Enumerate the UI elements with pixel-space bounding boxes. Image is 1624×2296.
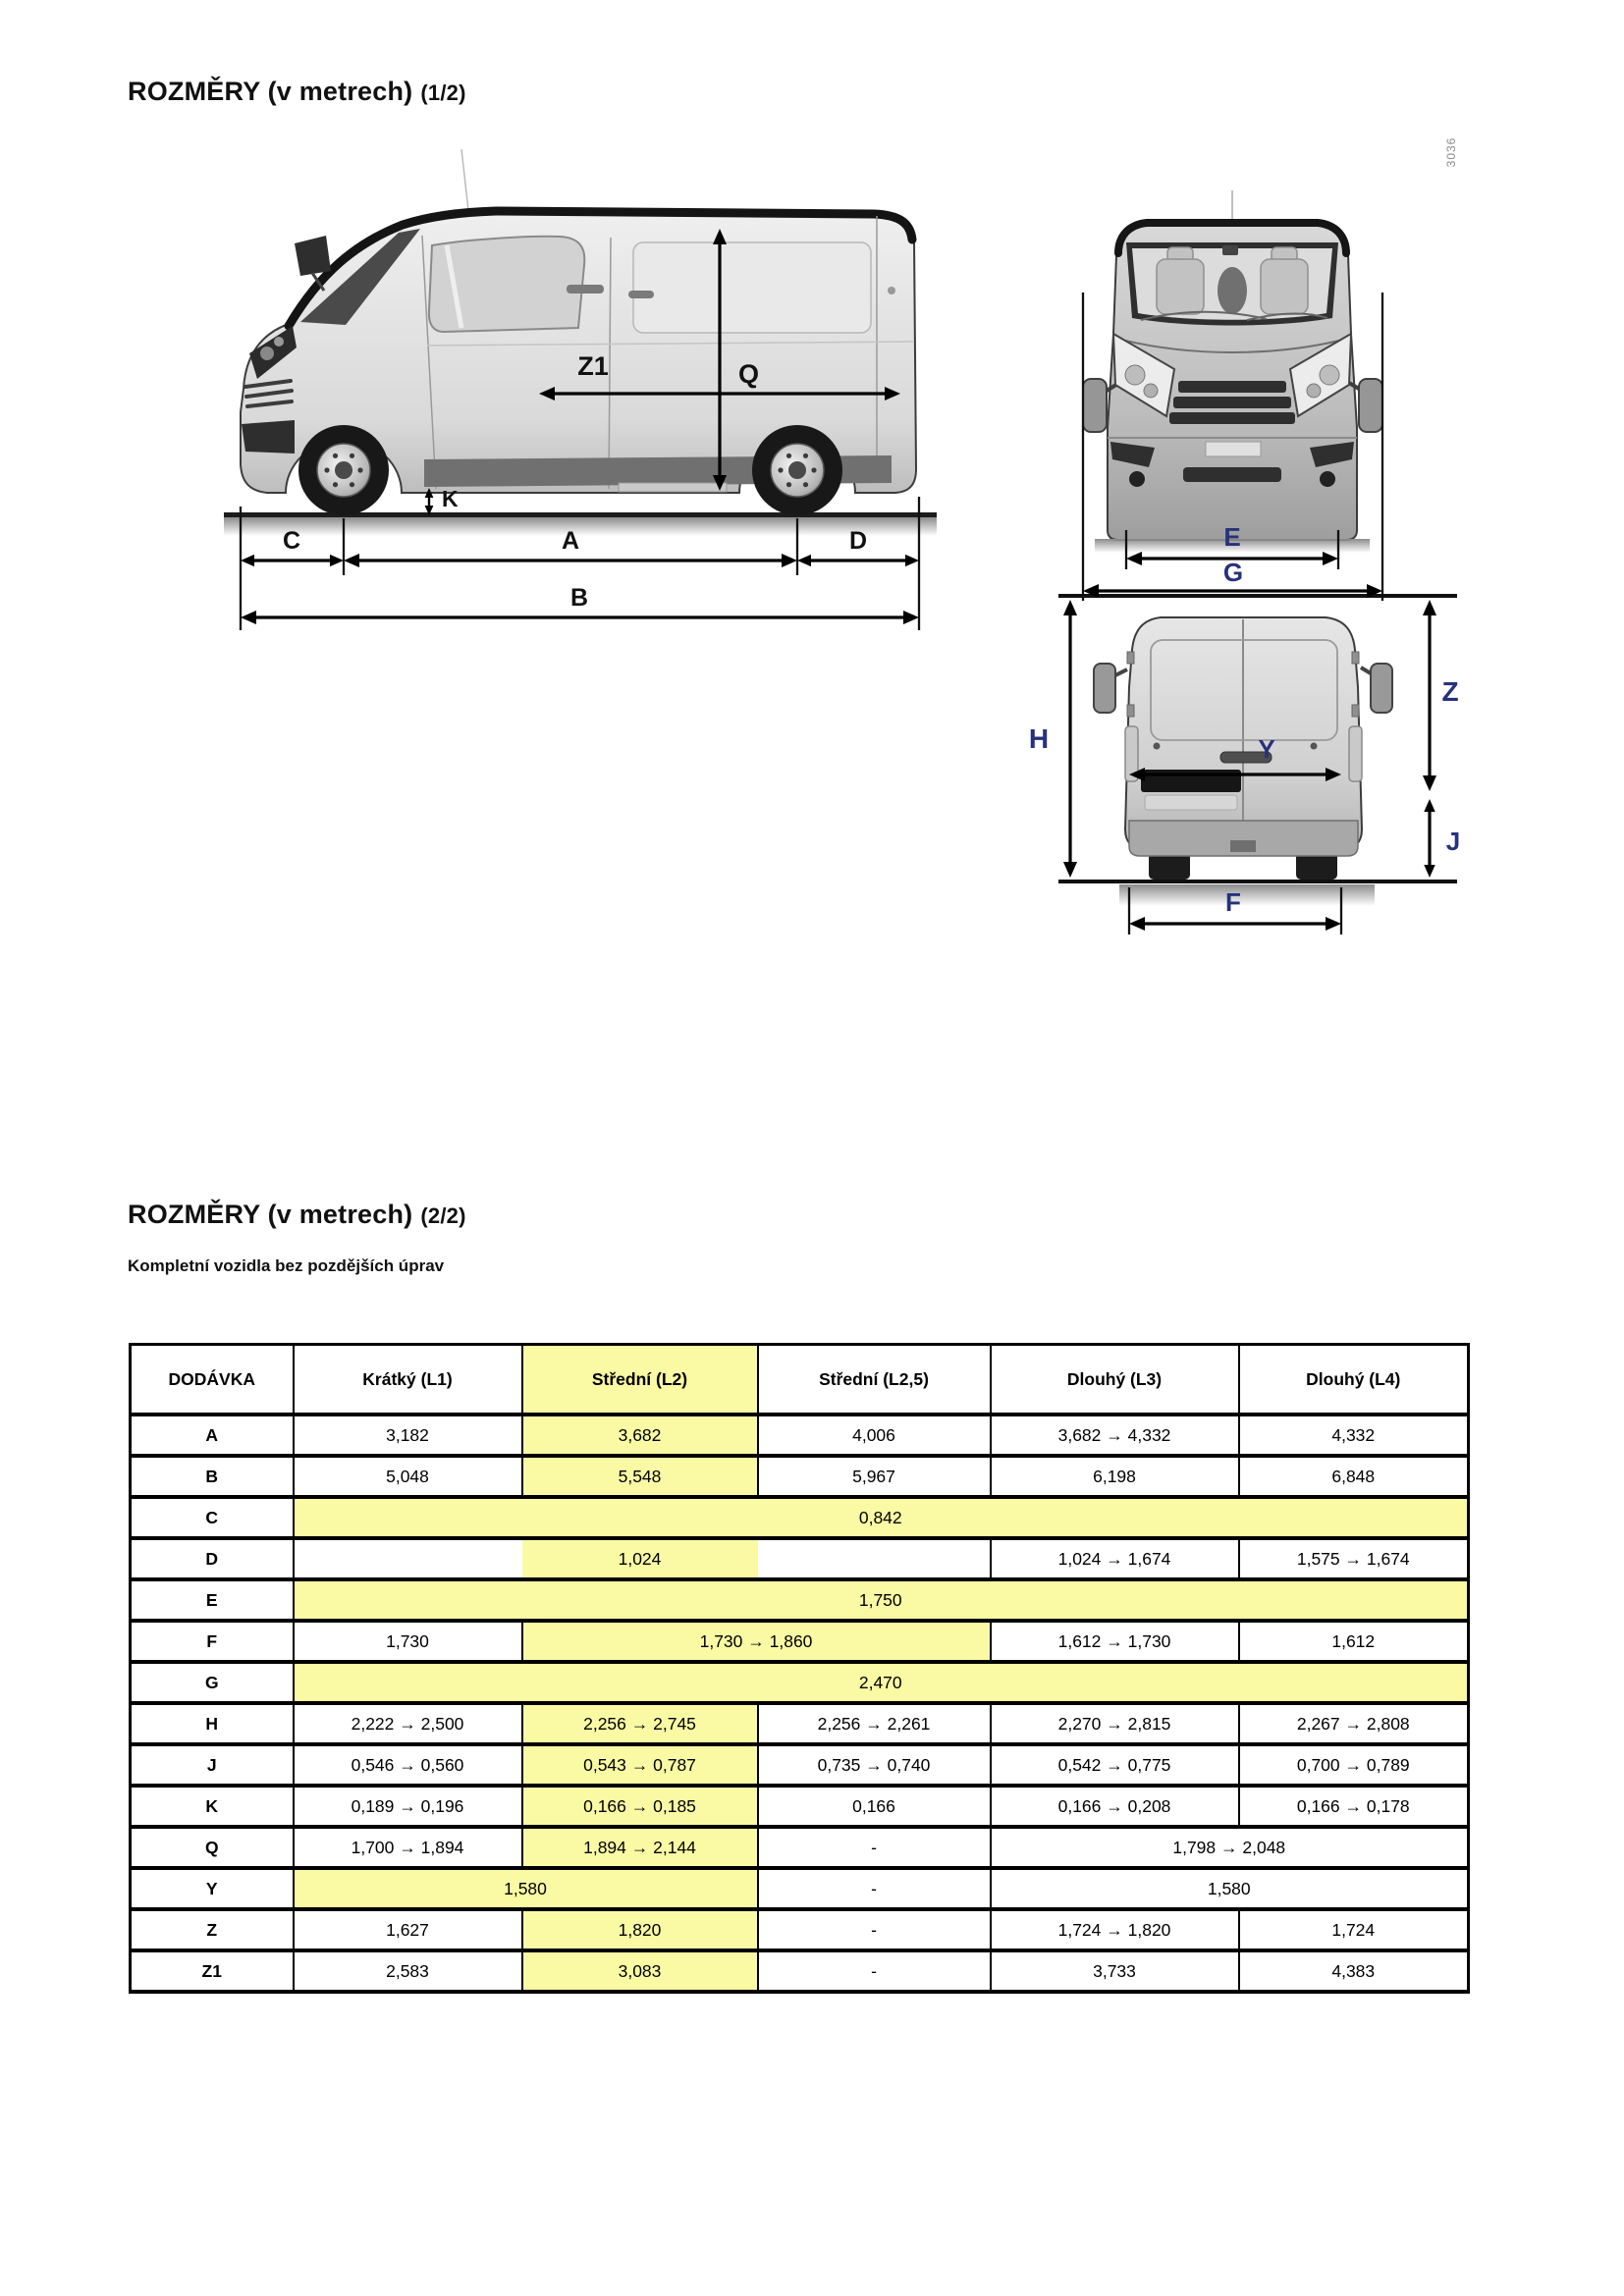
left-mirror bbox=[1083, 379, 1107, 432]
row-label: A bbox=[131, 1415, 294, 1456]
col-header-l2: Střední (L2) bbox=[522, 1345, 758, 1415]
row-label: H bbox=[131, 1703, 294, 1744]
dimensions-table bbox=[129, 1343, 1470, 1994]
rear-left-mirror-stalk bbox=[1115, 669, 1127, 675]
table-cell: 3,083 bbox=[522, 1950, 758, 1992]
label-Y: Y bbox=[1258, 734, 1275, 764]
table-cell: - bbox=[758, 1909, 991, 1950]
page-title-2 bbox=[128, 1200, 466, 1230]
table-cell: 0,542 → 0,775 bbox=[991, 1744, 1239, 1786]
table-cell: 1,024 bbox=[522, 1538, 758, 1579]
table-cell: 2,256 → 2,745 bbox=[522, 1703, 758, 1744]
lower-intake bbox=[1183, 467, 1281, 482]
table-cell: 0,189 → 0,196 bbox=[294, 1786, 522, 1827]
fog-light-left bbox=[1129, 471, 1145, 487]
side-step bbox=[619, 483, 727, 492]
label-H: H bbox=[1028, 723, 1050, 754]
table-cell-merged: 1,580 bbox=[991, 1868, 1469, 1909]
col-header-dodavka: DODÁVKA bbox=[131, 1345, 294, 1415]
table-row bbox=[131, 1456, 1469, 1497]
door-handle bbox=[567, 285, 604, 294]
rear-wheel bbox=[752, 425, 842, 515]
dimensions-table-wrapper bbox=[129, 1343, 1470, 1994]
front-wheel bbox=[298, 425, 389, 515]
table-cell: 4,006 bbox=[758, 1415, 991, 1456]
table-cell: 0,546 → 0,560 bbox=[294, 1744, 522, 1786]
rear-right-mirror bbox=[1371, 664, 1392, 713]
table-cell: 1,894 → 2,144 bbox=[522, 1827, 758, 1868]
dimension-diagrams bbox=[0, 0, 1624, 991]
table-cell: 0,166 → 0,208 bbox=[991, 1786, 1239, 1827]
table-row bbox=[131, 1579, 1469, 1621]
label-J: J bbox=[1445, 827, 1461, 856]
table-cell: - bbox=[758, 1827, 991, 1868]
label-Z: Z bbox=[1441, 676, 1459, 707]
table-cell-merged: 0,842 bbox=[294, 1497, 1469, 1538]
table-cell: 4,332 bbox=[1239, 1415, 1469, 1456]
rear-right-mirror-stalk bbox=[1361, 667, 1371, 673]
row-label: K bbox=[131, 1786, 294, 1827]
label-E: E bbox=[1223, 522, 1241, 552]
row-label: C bbox=[131, 1497, 294, 1538]
license-plate-rear bbox=[1145, 795, 1237, 810]
ground-shadow bbox=[224, 517, 937, 536]
row-label: J bbox=[131, 1744, 294, 1786]
row-label: D bbox=[131, 1538, 294, 1579]
row-label: Q bbox=[131, 1827, 294, 1868]
table-row bbox=[131, 1538, 1469, 1579]
driver-silhouette bbox=[1218, 267, 1247, 314]
table-header-row bbox=[131, 1345, 1469, 1415]
table-row bbox=[131, 1786, 1469, 1827]
table-cell bbox=[758, 1538, 991, 1579]
page-title-1-text: ROZMĚRY (v metrech) bbox=[128, 77, 413, 106]
table-cell: 1,612 bbox=[1239, 1621, 1469, 1662]
table-cell: 1,700 → 1,894 bbox=[294, 1827, 522, 1868]
table-row bbox=[131, 1744, 1469, 1786]
table-cell: 1,024 → 1,674 bbox=[991, 1538, 1239, 1579]
table-row bbox=[131, 1703, 1469, 1744]
table-cell bbox=[294, 1538, 522, 1579]
table-cell: 2,583 bbox=[294, 1950, 522, 1992]
table-cell: 2,267 → 2,808 bbox=[1239, 1703, 1469, 1744]
col-header-l3: Dlouhý (L3) bbox=[991, 1345, 1239, 1415]
row-label: Z1 bbox=[131, 1950, 294, 1992]
table-cell-merged: 1,730 → 1,860 bbox=[522, 1621, 991, 1662]
label-F: F bbox=[1225, 887, 1241, 917]
col-header-l1: Krátký (L1) bbox=[294, 1345, 522, 1415]
table-cell: 1,724 bbox=[1239, 1909, 1469, 1950]
table-cell: 1,612 → 1,730 bbox=[991, 1621, 1239, 1662]
table-cell: 1,730 bbox=[294, 1621, 522, 1662]
table-cell: 5,967 bbox=[758, 1456, 991, 1497]
page-title-2-text: ROZMĚRY (v metrech) bbox=[128, 1200, 413, 1229]
table-row bbox=[131, 1909, 1469, 1950]
table-cell-merged: 2,470 bbox=[294, 1662, 1469, 1703]
col-header-l4: Dlouhý (L4) bbox=[1239, 1345, 1469, 1415]
table-cell-merged: 1,798 → 2,048 bbox=[991, 1827, 1469, 1868]
label-B: B bbox=[569, 584, 589, 612]
fuel-cap bbox=[888, 287, 895, 294]
figure-reference-number: 3036 bbox=[1444, 136, 1458, 168]
table-cell: 1,575 → 1,674 bbox=[1239, 1538, 1469, 1579]
table-cell: 0,700 → 0,789 bbox=[1239, 1744, 1469, 1786]
table-row bbox=[131, 1868, 1469, 1909]
label-Z1: Z1 bbox=[577, 351, 609, 381]
right-mirror bbox=[1359, 379, 1382, 432]
table-cell: 3,682 bbox=[522, 1415, 758, 1456]
table-cell: 2,256 → 2,261 bbox=[758, 1703, 991, 1744]
table-cell: 1,627 bbox=[294, 1909, 522, 1950]
table-row bbox=[131, 1950, 1469, 1992]
page-title-2-pageno: (2/2) bbox=[420, 1203, 466, 1228]
rearview-mirror bbox=[1222, 245, 1238, 255]
row-label: G bbox=[131, 1662, 294, 1703]
row-label: E bbox=[131, 1579, 294, 1621]
antenna bbox=[461, 149, 468, 210]
rear-view bbox=[1058, 596, 1457, 934]
row-label: Z bbox=[131, 1909, 294, 1950]
table-cell: 6,198 bbox=[991, 1456, 1239, 1497]
page-subtitle: Kompletní vozidla bez pozdějších úprav bbox=[128, 1256, 445, 1275]
label-K: K bbox=[442, 486, 459, 511]
table-cell: 0,166 → 0,185 bbox=[522, 1786, 758, 1827]
table-cell: 1,724 → 1,820 bbox=[991, 1909, 1239, 1950]
slide-door-handle bbox=[628, 291, 654, 298]
table-cell: 1,820 bbox=[522, 1909, 758, 1950]
rear-shadow bbox=[1119, 884, 1375, 906]
table-cell: 3,733 bbox=[991, 1950, 1239, 1992]
door-dot-right bbox=[1311, 743, 1318, 750]
headlight-lens-2 bbox=[274, 337, 284, 347]
table-cell: 2,270 → 2,815 bbox=[991, 1703, 1239, 1744]
row-label: Y bbox=[131, 1868, 294, 1909]
table-cell: 3,682 → 4,332 bbox=[991, 1415, 1239, 1456]
rear-left-mirror bbox=[1094, 664, 1115, 713]
table-cell: 0,166 → 0,178 bbox=[1239, 1786, 1469, 1827]
label-Q: Q bbox=[738, 359, 760, 389]
table-cell: 3,182 bbox=[294, 1415, 522, 1456]
table-cell: 5,048 bbox=[294, 1456, 522, 1497]
page-title-1-pageno: (1/2) bbox=[420, 80, 466, 105]
label-G: G bbox=[1222, 558, 1244, 587]
label-C: C bbox=[282, 527, 301, 555]
table-row bbox=[131, 1621, 1469, 1662]
table-cell: 0,166 bbox=[758, 1786, 991, 1827]
front-bumper-side bbox=[242, 420, 295, 454]
table-cell: 4,383 bbox=[1239, 1950, 1469, 1992]
table-cell: 0,543 → 0,787 bbox=[522, 1744, 758, 1786]
grille bbox=[1169, 381, 1295, 424]
door-dot-left bbox=[1154, 743, 1161, 750]
table-row bbox=[131, 1662, 1469, 1703]
taillight-right bbox=[1349, 726, 1362, 781]
table-row bbox=[131, 1497, 1469, 1538]
table-cell: 6,848 bbox=[1239, 1456, 1469, 1497]
table-row bbox=[131, 1415, 1469, 1456]
table-row bbox=[131, 1827, 1469, 1868]
fog-light-right bbox=[1320, 471, 1335, 487]
headlight-lens bbox=[260, 347, 274, 360]
table-cell: - bbox=[758, 1868, 991, 1909]
table-cell-merged: 1,750 bbox=[294, 1579, 1469, 1621]
cargo-panel bbox=[633, 242, 871, 333]
row-label: B bbox=[131, 1456, 294, 1497]
label-A: A bbox=[561, 527, 580, 555]
tow-cutout bbox=[1230, 840, 1256, 852]
side-mirror bbox=[295, 236, 331, 276]
table-cell: 5,548 bbox=[522, 1456, 758, 1497]
table-cell: 0,735 → 0,740 bbox=[758, 1744, 991, 1786]
row-label: F bbox=[131, 1621, 294, 1662]
license-plate-front bbox=[1206, 442, 1261, 456]
table-cell: - bbox=[758, 1950, 991, 1992]
col-header-l25: Střední (L2,5) bbox=[758, 1345, 991, 1415]
label-D: D bbox=[848, 527, 868, 555]
table-cell: 2,222 → 2,500 bbox=[294, 1703, 522, 1744]
table-cell-merged: 1,580 bbox=[294, 1868, 758, 1909]
